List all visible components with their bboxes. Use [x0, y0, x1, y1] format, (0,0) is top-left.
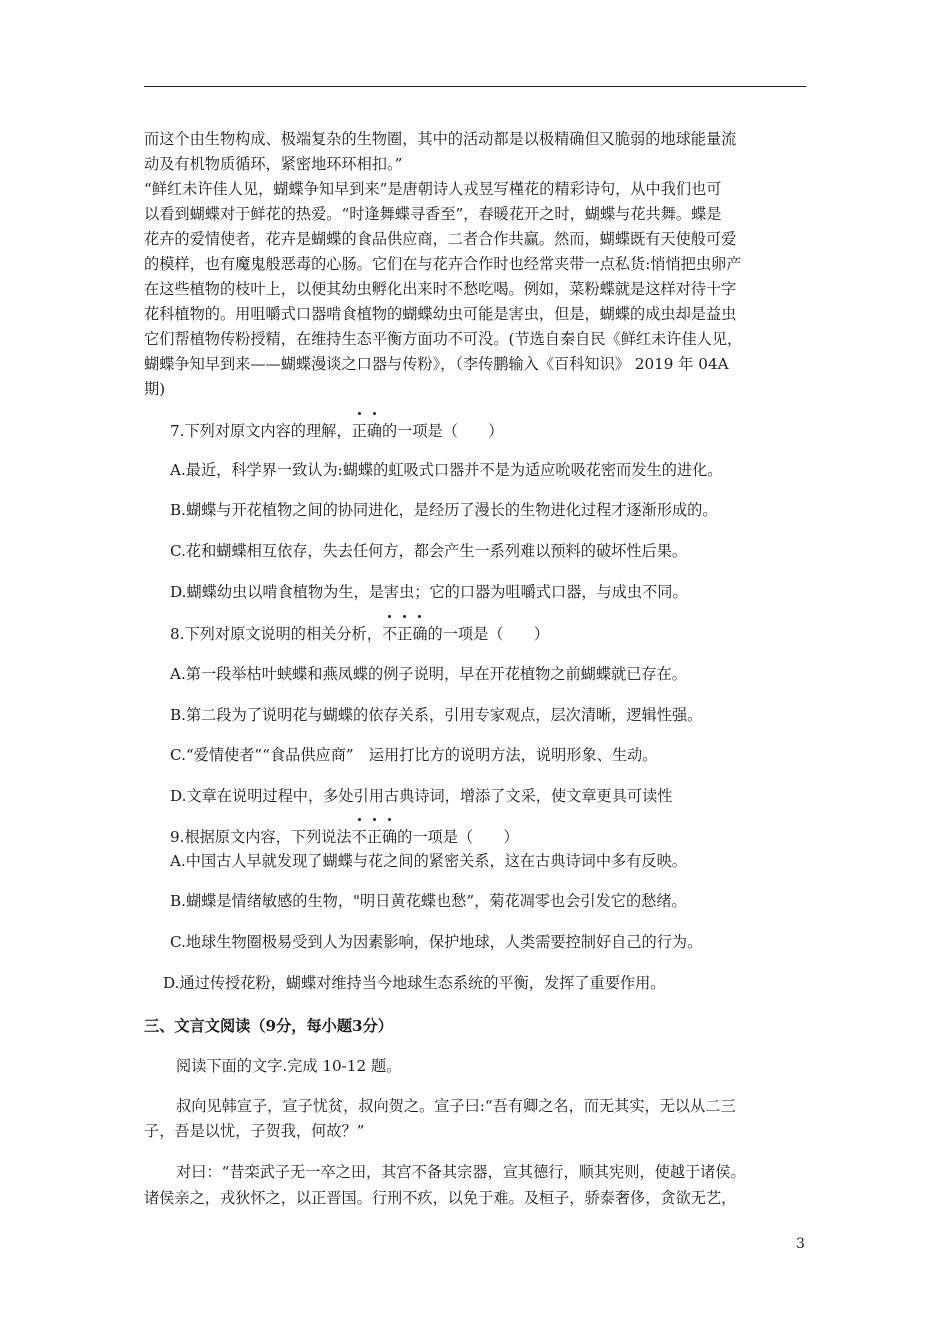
option-c: C.“爱情使者”“食品供应商” 运用打比方的说明方法，说明形象、生动。: [170, 746, 658, 764]
classical-text-line: 诸侯亲之，戎狄怀之，以正晋国。行刑不疚，以免于难。及桓子，骄泰奢侈，贪欲无艺，: [144, 1189, 737, 1207]
option-b: B.蝴蝶是情绪敏感的生物，"明日黄花蝶也愁”，菊花凋零也会引发它的愁绪。: [170, 892, 687, 910]
classical-text-line: 对曰：“昔栾武子无一卒之田，其宫不备其宗器，宣其德行，顺其宪则，使越于诸侯。: [176, 1163, 746, 1181]
option-a: A.第一段举枯叶蛱蝶和燕凤蝶的例子说明，早在开花植物之前蝴蝶就已存在。: [170, 665, 687, 683]
emphasis-char: 正: [366, 828, 382, 846]
passage-line: 在这些植物的枝叶上，以便其幼虫孵化出来时不愁吃喝。例如，菜粉蝶就是这样对待十字: [144, 280, 737, 298]
emphasis-char: 不: [351, 828, 367, 846]
option-a: A.最近，科学界一致认为:蝴蝶的虹吸式口器并不是为适应吮吸花密而发生的进化。: [170, 461, 723, 479]
passage-line: 期): [144, 380, 166, 398]
passage-line: 的模样，也有魔鬼般恶毒的心肠。它们在与花卉合作时也经常夹带一点私货:悄悄把虫卵产: [144, 255, 742, 273]
section-heading: 三、文言文阅读（9分，每小题3分）: [144, 1017, 393, 1035]
passage-line: 而这个由生物构成、极端复杂的生物圈，其中的活动都是以极精确但又脆弱的地球能量流: [144, 130, 737, 148]
question-stem: 9.根据原文内容，下列说法不正确的一项是（ ）: [170, 828, 519, 846]
emphasis-char: 确: [412, 625, 428, 643]
emphasis-char: 正: [351, 422, 367, 440]
section-instruction: 阅读下面的文字.完成 10-12 题。: [176, 1057, 402, 1075]
classical-text-line: 叔向见韩宣子，宣子忧贫，叔向贺之。宣子曰:“吾有卿之名，而无其实，无以从二三: [176, 1097, 736, 1115]
passage-line: 花科植物的。用咀嚼式口器啃食植物的蝴蝶幼虫可能是害虫，但是，蝴蝶的成虫却是益虫: [144, 305, 737, 323]
option-b: B.蝴蝶与开花植物之间的协同进化，是经历了漫长的生物进化过程才逐渐形成的。: [170, 501, 718, 519]
passage-line: 以看到蝴蝶对于鲜花的热爱。“时逢舞蝶寻香至”，春暖花开之时，蝴蝶与花共舞。蝶是: [144, 205, 722, 223]
question-stem: 7.下列对原文内容的理解，正确的一项是（ ）: [170, 422, 504, 440]
passage-line: “鲜红未许佳人见，蝴蝶争知早到来”是唐朝诗人戎昱写槿花的精彩诗句，从中我们也可: [144, 180, 722, 198]
emphasis-char: 确: [366, 422, 382, 440]
page-number: 3: [796, 1236, 805, 1252]
option-a: A.中国古人早就发现了蝴蝶与花之间的紧密关系，这在古典诗词中多有反映。: [170, 852, 687, 870]
passage-line: 动及有机物质循环，紧密地环环相扣。”: [144, 155, 403, 173]
passage-line: 它们帮植物传粉授精，在维持生态平衡方面功不可没。(节选自秦自民《鲜红未许佳人见，: [144, 330, 743, 348]
question-stem: 8.下列对原文说明的相关分析，不正确的一项是（ ）: [170, 625, 549, 643]
emphasis-char: 确: [381, 828, 398, 846]
option-c: C.地球生物圈极易受到人为因素影响，保护地球，人类需要控制好自己的行为。: [170, 933, 703, 951]
option-d: D.蝴蝶幼虫以啃食植物为生，是害虫；它的口器为咀嚼式口器，与成虫不同。: [170, 583, 688, 601]
option-c: C.花和蝴蝶相互依存，失去任何方，都会产生一系列难以预料的破坏性后果。: [170, 542, 688, 560]
classical-text-line: 子，吾是以忧，子贺我，何故？”: [144, 1122, 365, 1140]
emphasis-char: 正: [397, 625, 413, 643]
option-d: D.通过传授花粉，蝴蝶对维持当今地球生态系统的平衡，发挥了重要作用。: [163, 974, 666, 992]
option-b: B.第二段为了说明花与蝴蝶的依存关系，引用专家观点，层次清晰，逻辑性强。: [170, 706, 703, 724]
option-d: D.文章在说明过程中，多处引用古典诗词，增添了文采，使文章更具可读性: [170, 787, 673, 805]
passage-line: 花卉的爱情使者，花卉是蝴蝶的食品供应商，二者合作共赢。然而，蝴蝶既有天使般可爱: [144, 230, 737, 248]
passage-line: 蝴蝶争知早到来——蝴蝶漫谈之口器与传粉》，（李传鹏输入《百科知识》 2019 年 04A: [144, 355, 729, 373]
header-rule: [144, 86, 806, 87]
emphasis-char: 不: [381, 625, 398, 643]
